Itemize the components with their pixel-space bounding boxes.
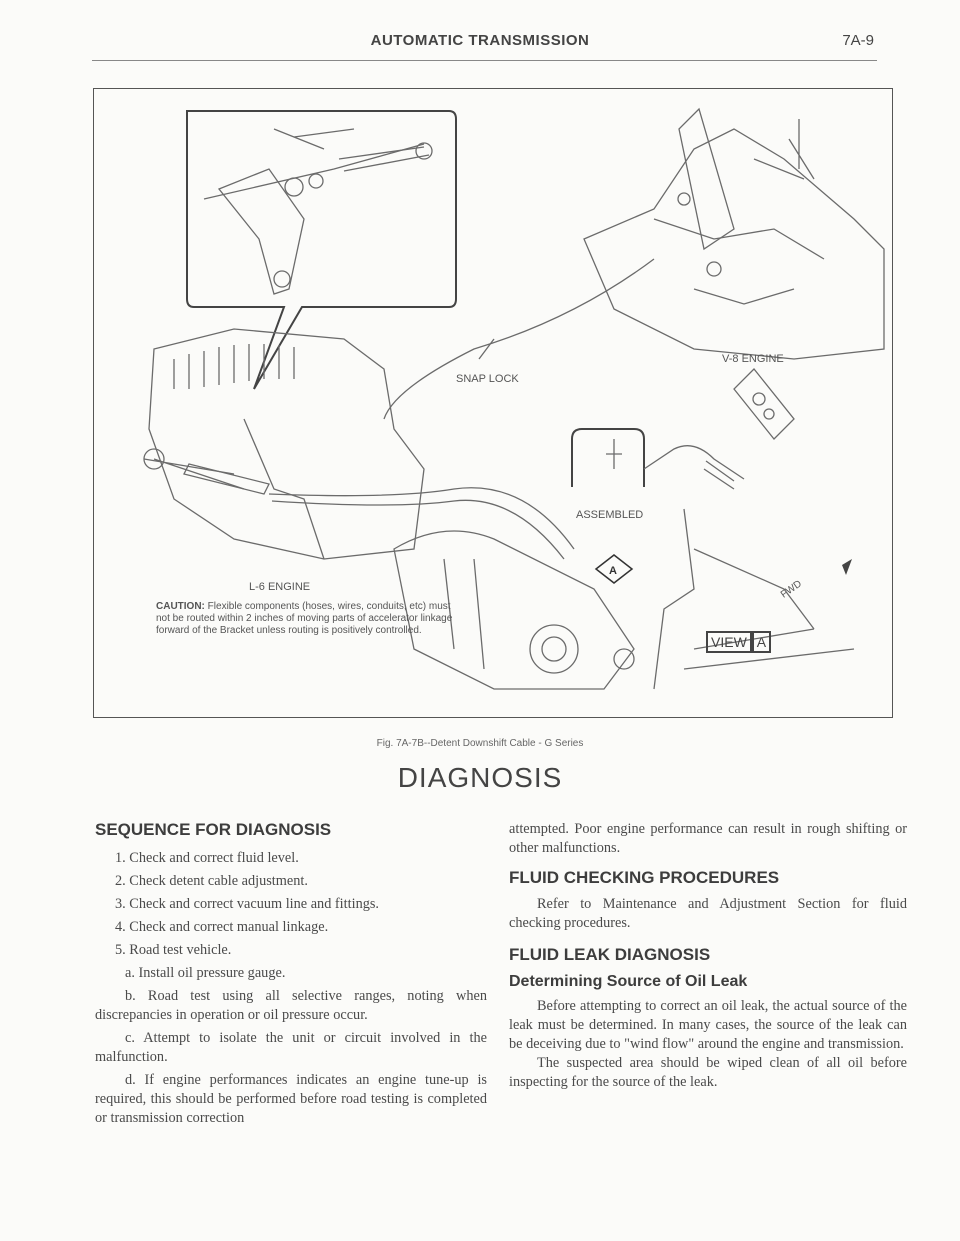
right-column	[509, 820, 907, 1092]
step-5: 5. Road test vehicle.	[115, 942, 232, 958]
callout-a: A	[609, 565, 617, 577]
heading-oil-leak-source: Determining Source of Oil Leak	[509, 973, 748, 990]
heading-fluid-leak: FLUID LEAK DIAGNOSIS	[509, 945, 711, 964]
caution-text: Flexible components (hoses, wires, conduits, etc) must not be routed within 2 inches of moving parts of accelerator linkage forward of the Bracket unless routing is positively controlled.	[156, 601, 453, 636]
left-column	[95, 820, 487, 1128]
view-a-box	[706, 631, 771, 653]
label-fwd: FWD	[778, 578, 804, 601]
section-title: DIAGNOSIS	[397, 762, 563, 793]
figure-detent-cable	[93, 88, 893, 718]
substep-c: c. Attempt to isolate the unit or circuit involved in the malfunction.	[95, 1030, 487, 1065]
page-number: 7A-9	[842, 32, 874, 49]
view-label: VIEW	[706, 631, 752, 653]
label-v8-engine: V-8 ENGINE	[722, 353, 784, 365]
step-3: 3. Check and correct vacuum line and fittings.	[115, 896, 380, 912]
oil-leak-paragraph-2: The suspected area should be wiped clean of all oil before inspecting for the source of the leak.	[509, 1055, 907, 1090]
substep-d: d. If engine performances indicates an engine tune-up is required, this should be performed before road testing is completed or transmission correction	[95, 1072, 487, 1126]
heading-sequence: SEQUENCE FOR DIAGNOSIS	[95, 820, 332, 839]
step-1: 1. Check and correct fluid level.	[115, 850, 299, 866]
step-4: 4. Check and correct manual linkage.	[115, 919, 329, 935]
label-snap-lock: SNAP LOCK	[456, 373, 519, 385]
oil-leak-paragraph-1: Before attempting to correct an oil leak, the actual source of the leak must be determined. In many cases, the source of the leak can be deceiving due to "wind flow" around the engine and transmission.	[509, 998, 907, 1052]
header-rule	[92, 60, 877, 61]
caution-note	[156, 601, 456, 637]
continued-text: attempted. Poor engine performance can result in rough shifting or other malfunctions.	[509, 821, 907, 856]
substep-a: a. Install oil pressure gauge.	[125, 965, 286, 981]
step-2: 2. Check detent cable adjustment.	[115, 873, 308, 889]
caution-label: CAUTION:	[156, 601, 205, 612]
page-header	[0, 32, 960, 56]
view-letter: A	[752, 631, 771, 653]
fluid-checking-text: Refer to Maintenance and Adjustment Section for fluid checking procedures.	[509, 896, 907, 931]
substep-b: b. Road test using all selective ranges, noting when discrepancies in operation or oil pressure occur.	[95, 988, 487, 1023]
label-assembled: ASSEMBLED	[576, 509, 644, 521]
header-title: AUTOMATIC TRANSMISSION	[370, 32, 590, 49]
label-l6-engine: L-6 ENGINE	[249, 581, 311, 593]
figure-caption: Fig. 7A-7B--Detent Downshift Cable - G Series	[376, 738, 584, 749]
heading-fluid-checking: FLUID CHECKING PROCEDURES	[509, 868, 780, 887]
